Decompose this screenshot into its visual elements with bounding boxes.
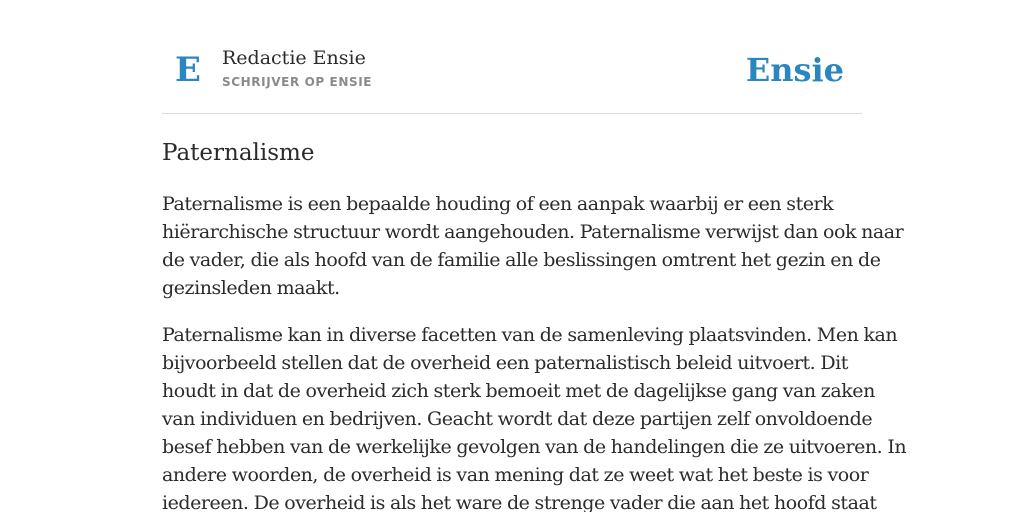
text-line: andere woorden, de overheid is van mening dat ze weet wat het beste is voor	[162, 464, 869, 486]
text-line: Paternalisme kan in diverse facetten van de samenleving plaatsvinden. Men kan	[162, 324, 898, 346]
text-line: gezinsleden maakt.	[162, 277, 340, 299]
author-avatar[interactable]: E	[175, 50, 201, 90]
text-line: besef hebben van de werkelijke gevolgen van de handelingen die ze uitvoeren. In	[162, 436, 907, 458]
text-line: Paternalisme is een bepaalde houding of een aanpak waarbij er een sterk	[162, 193, 834, 215]
author-header	[162, 0, 862, 114]
author-role: SCHRIJVER OP ENSIE	[222, 75, 373, 89]
text-line: houdt in dat de overheid zich sterk bemoeit met de dagelijkse gang van zaken	[162, 380, 875, 402]
text-line: hiërarchische structuur wordt aangehouden. Paternalisme verwijst dan ook naar	[162, 221, 904, 243]
text-line: van individuen en bedrijven. Geacht wordt dat deze partijen zelf onvoldoende	[162, 408, 873, 430]
article-title: Paternalisme	[162, 140, 315, 166]
text-line: iedereen. De overheid is als het ware de strenge vader die aan het hoofd staat	[162, 492, 877, 512]
page-container	[162, 0, 907, 512]
paragraph-1	[162, 190, 904, 302]
article-body	[162, 190, 907, 512]
paragraph-2	[162, 321, 907, 512]
brand-logo[interactable]: Ensie	[745, 51, 844, 89]
author-name[interactable]: Redactie Ensie	[222, 47, 366, 69]
text-line: de vader, die als hoofd van de familie alle beslissingen omtrent het gezin en de	[162, 249, 881, 271]
text-line: bijvoorbeeld stellen dat de overheid een paternalistisch beleid uitvoert. Dit	[162, 352, 848, 374]
